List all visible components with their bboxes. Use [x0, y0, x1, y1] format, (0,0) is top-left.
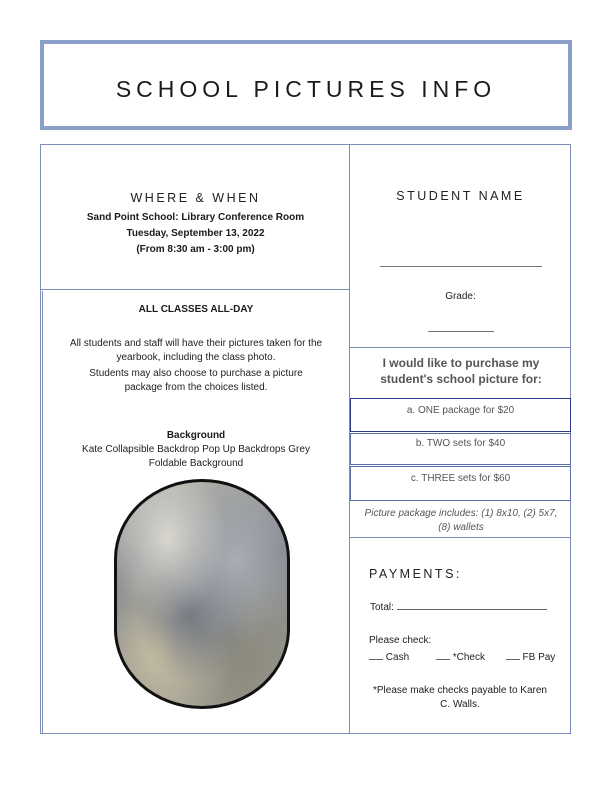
where-when-heading: WHERE & WHEN [130, 191, 261, 205]
backdrop-image [114, 479, 290, 709]
payments-heading: PAYMENTS: [369, 567, 462, 581]
time-text: (From 8:30 am - 3:00 pm) [136, 244, 255, 255]
background-section [60, 429, 332, 471]
header-banner [40, 40, 572, 130]
cash-blank[interactable] [369, 658, 383, 660]
classes-section [60, 303, 332, 395]
payment-methods [369, 651, 569, 665]
student-name-heading: STUDENT NAME [396, 189, 525, 203]
classes-paragraph-1: All students and staff will have their pictures taken for the yearbook, including the class photo. [69, 338, 323, 363]
cash-label: Cash [385, 652, 410, 663]
grid-bottom-line [40, 733, 571, 734]
fbpay-blank[interactable] [506, 658, 520, 660]
option-two-sets[interactable] [350, 433, 571, 465]
total-label: Total: [370, 602, 394, 613]
package-includes: Picture package includes: (1) 8x10, (2) 5x7, (8) wallets [364, 508, 558, 533]
grade-blank[interactable] [428, 331, 494, 332]
where-when-section [42, 191, 349, 257]
check-blank[interactable] [436, 658, 450, 660]
background-description: Kate Collapsible Backdrop Pop Up Backdrops Grey Foldable Background [82, 444, 310, 469]
please-check-label: Please check: [369, 635, 432, 646]
location-text: Sand Point School: Library Conference Room [86, 212, 305, 223]
classes-paragraph-2: Students may also choose to purchase a picture package from the choices listed. [89, 368, 303, 393]
background-heading: Background [166, 430, 226, 441]
check-payable-note: *Please make checks payable to Karen C. Walls. [373, 685, 547, 710]
option-three-label: c. THREE sets for $60 [410, 473, 511, 484]
option-three-sets[interactable] [350, 466, 571, 501]
grade-label: Grade: [445, 291, 476, 302]
student-section [350, 189, 571, 203]
grid-right-divider-2 [350, 537, 571, 538]
classes-heading: ALL CLASSES ALL-DAY [138, 304, 254, 315]
student-name-blank[interactable] [380, 266, 542, 267]
option-one-package[interactable] [350, 398, 571, 432]
check-label: *Check [452, 652, 485, 663]
grid-left-inner-line [42, 291, 43, 733]
fbpay-label: FB Pay [522, 652, 556, 663]
total-blank[interactable] [397, 608, 547, 610]
option-two-label: b. TWO sets for $40 [415, 438, 506, 449]
grid-top-line [40, 144, 571, 145]
total-row [370, 601, 547, 615]
grid-left-line [40, 144, 41, 734]
grid-left-divider [40, 289, 350, 290]
purchase-heading: I would like to purchase my student's school picture for: [380, 356, 542, 386]
page-title: SCHOOL PICTURES INFO [115, 76, 497, 102]
date-text: Tuesday, September 13, 2022 [126, 228, 265, 239]
grid-right-divider-1 [350, 347, 571, 348]
option-one-label: a. ONE package for $20 [406, 405, 515, 416]
